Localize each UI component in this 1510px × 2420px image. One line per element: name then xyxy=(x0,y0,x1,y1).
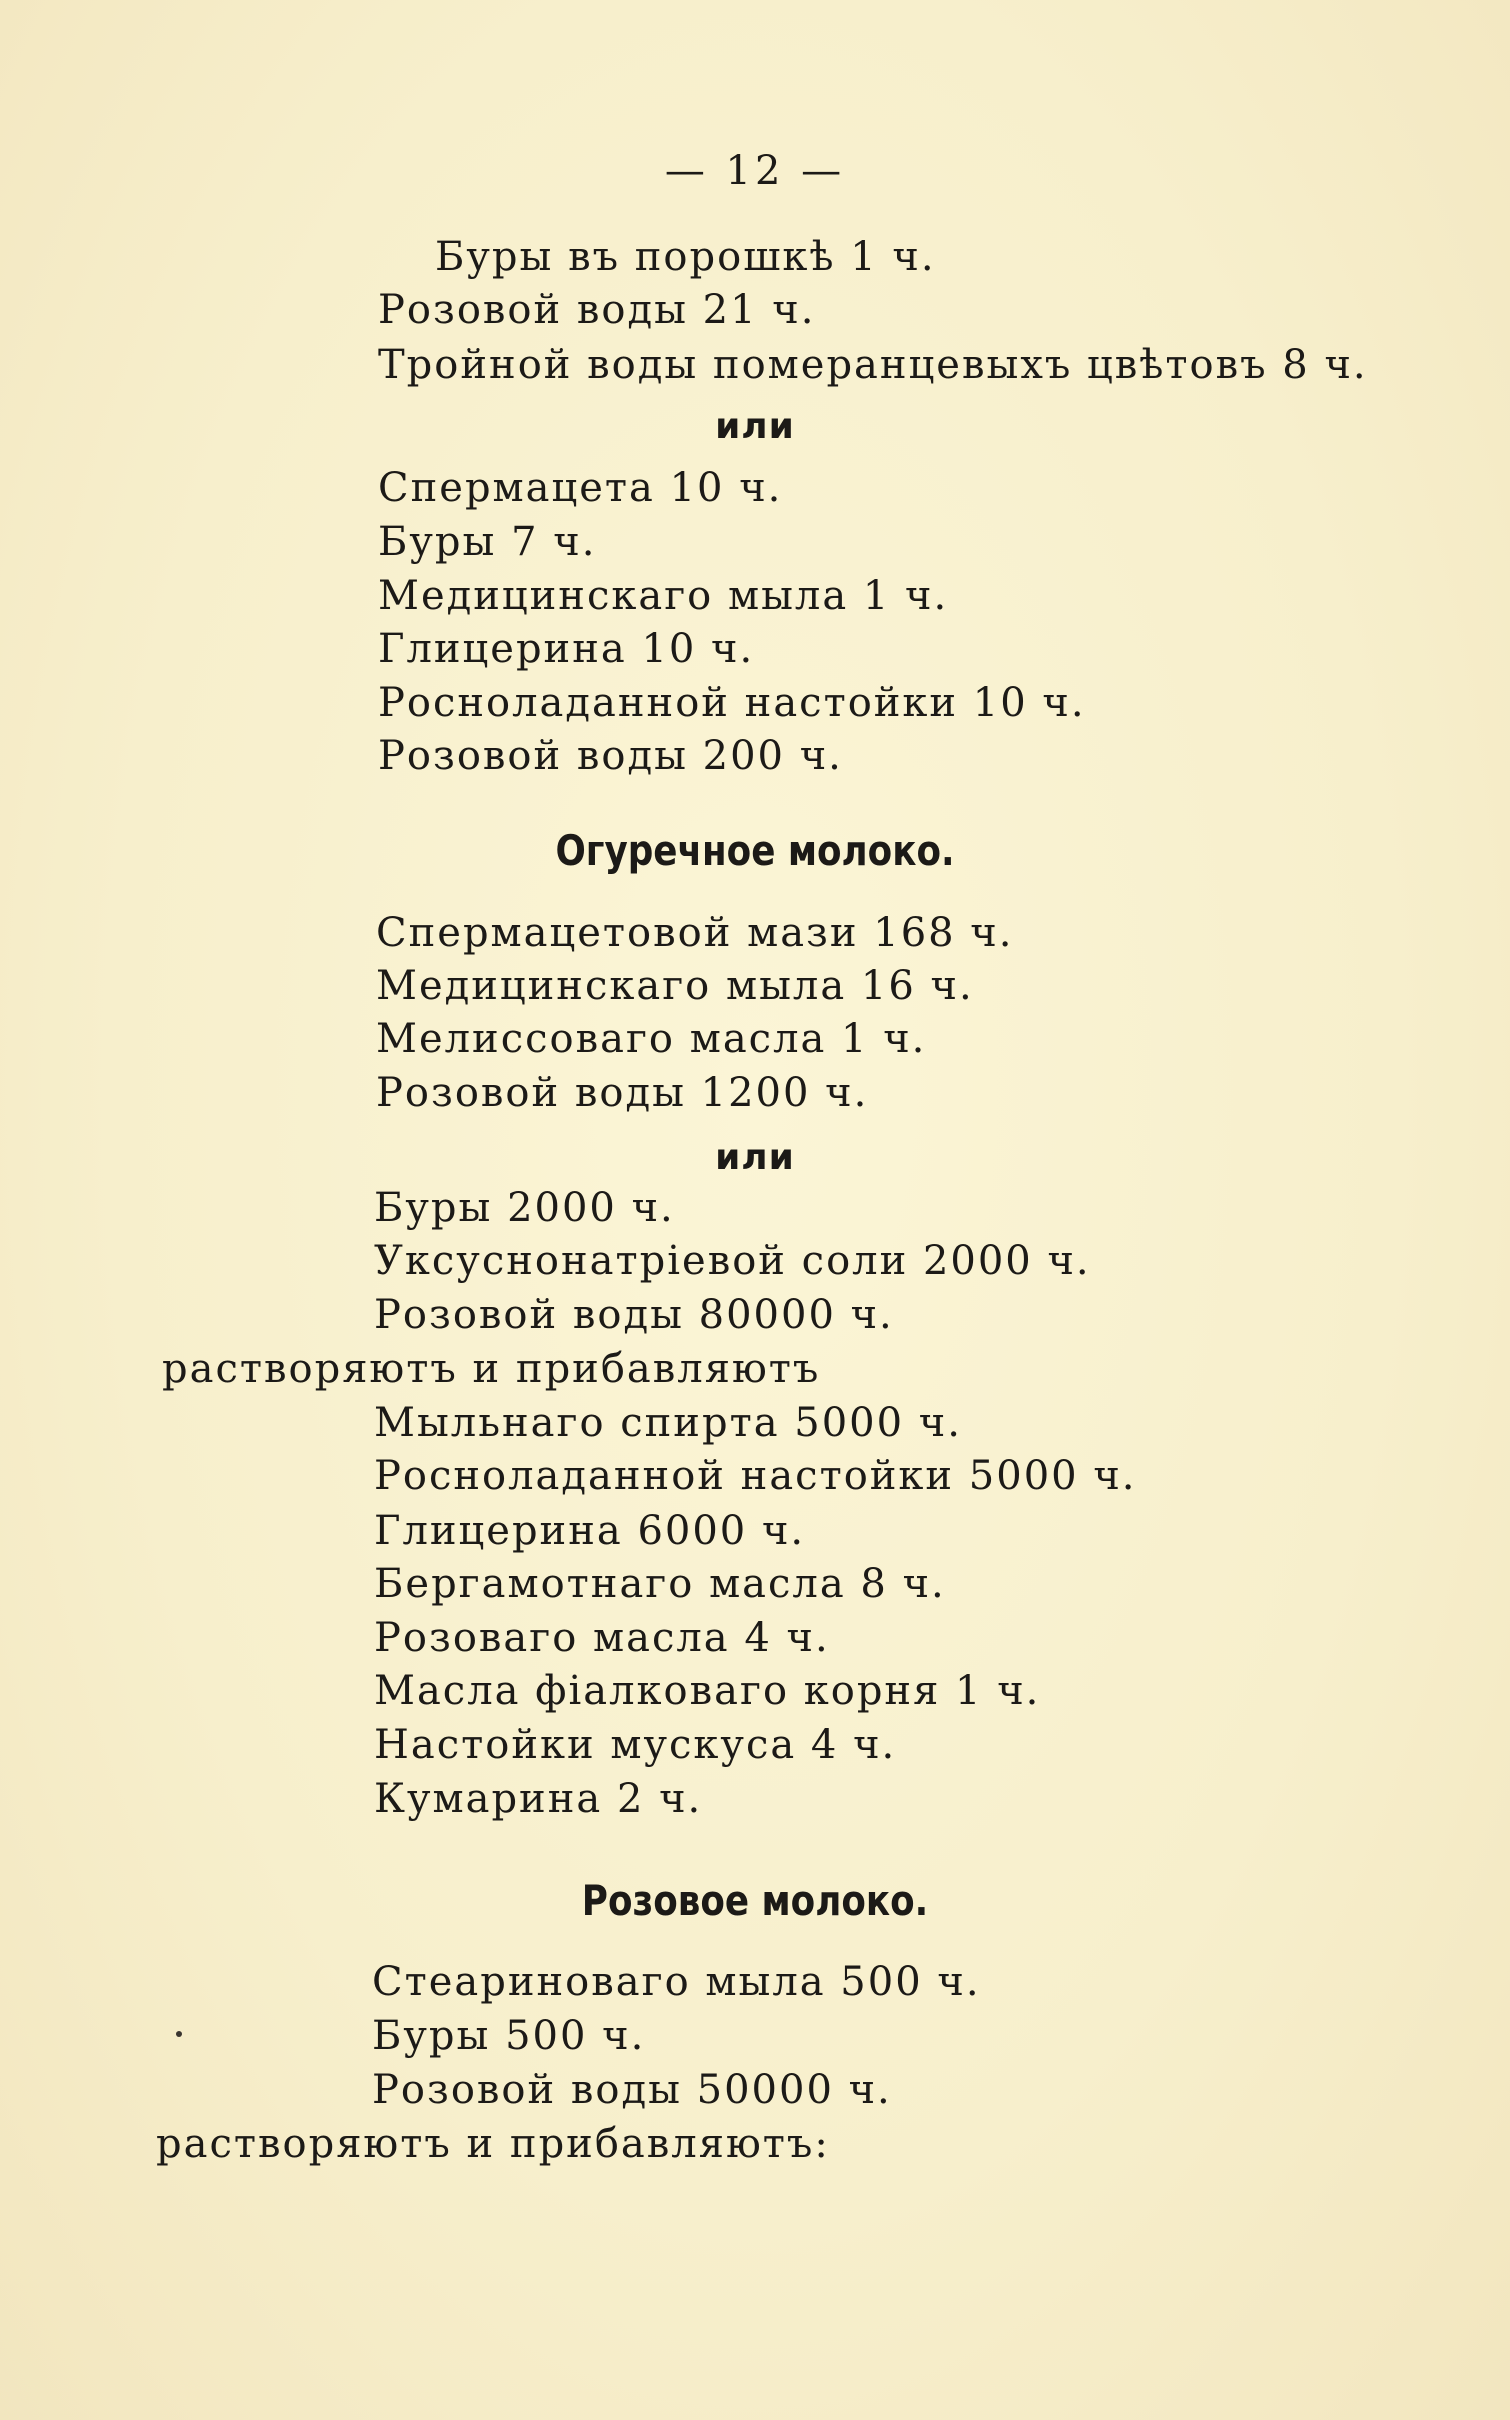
or-separator: или xyxy=(715,406,795,447)
ingredient-line: Буры въ порошкѣ 1 ч. xyxy=(435,234,936,280)
ingredient-line: Спермацетовой мази 168 ч. xyxy=(376,910,1014,956)
ingredient-line: Буры 2000 ч. xyxy=(374,1185,675,1231)
ingredient-line: Бергамотнаго масла 8 ч. xyxy=(374,1561,946,1607)
ingredient-line: Розовой воды 21 ч. xyxy=(378,287,816,333)
ink-speck xyxy=(176,2031,182,2037)
section-heading: Огуречное молоко. xyxy=(555,826,955,875)
ingredient-line: Стеариноваго мыла 500 ч. xyxy=(372,1959,981,2005)
ingredient-line: Росноладанной настойки 10 ч. xyxy=(378,680,1086,726)
ingredient-line: Розовой воды 50000 ч. xyxy=(372,2067,892,2113)
ingredient-line: Медицинскаго мыла 1 ч. xyxy=(378,573,949,619)
ingredient-line: Розовой воды 200 ч. xyxy=(378,733,843,779)
ingredient-line: Розоваго масла 4 ч. xyxy=(374,1615,830,1661)
ingredient-line: Настойки мускуса 4 ч. xyxy=(374,1722,897,1768)
ingredient-line: Глицерина 10 ч. xyxy=(378,626,755,672)
ingredient-line: Мелиссоваго масла 1 ч. xyxy=(376,1016,927,1062)
ingredient-line: Буры 500 ч. xyxy=(372,2013,646,2059)
ingredient-line: Розовой воды 1200 ч. xyxy=(376,1070,869,1116)
ingredient-line: Тройной воды померанцевыхъ цвѣтовъ 8 ч. xyxy=(378,342,1368,388)
page-number: — 12 — xyxy=(664,148,846,194)
ingredient-line: Буры 7 ч. xyxy=(378,519,597,565)
ingredient-line: Кумарина 2 ч. xyxy=(374,1776,703,1822)
ingredient-line: Росноладанной настойки 5000 ч. xyxy=(374,1453,1137,1499)
ingredient-line: Уксуснонатріевой соли 2000 ч. xyxy=(374,1238,1091,1284)
ingredient-line: Мыльнаго спирта 5000 ч. xyxy=(374,1400,962,1446)
instruction-line: растворяютъ и прибавляютъ xyxy=(162,1346,821,1392)
section-heading: Розовое молоко. xyxy=(581,1876,929,1925)
ingredient-line: Глицерина 6000 ч. xyxy=(374,1508,806,1554)
ingredient-line: Масла фіалковаго корня 1 ч. xyxy=(374,1668,1041,1714)
ingredient-line: Спермацета 10 ч. xyxy=(378,465,783,511)
or-separator: или xyxy=(715,1137,795,1178)
instruction-line: растворяютъ и прибавляютъ: xyxy=(156,2121,830,2167)
ingredient-line: Розовой воды 80000 ч. xyxy=(374,1292,894,1338)
ingredient-line: Медицинскаго мыла 16 ч. xyxy=(376,963,974,1009)
